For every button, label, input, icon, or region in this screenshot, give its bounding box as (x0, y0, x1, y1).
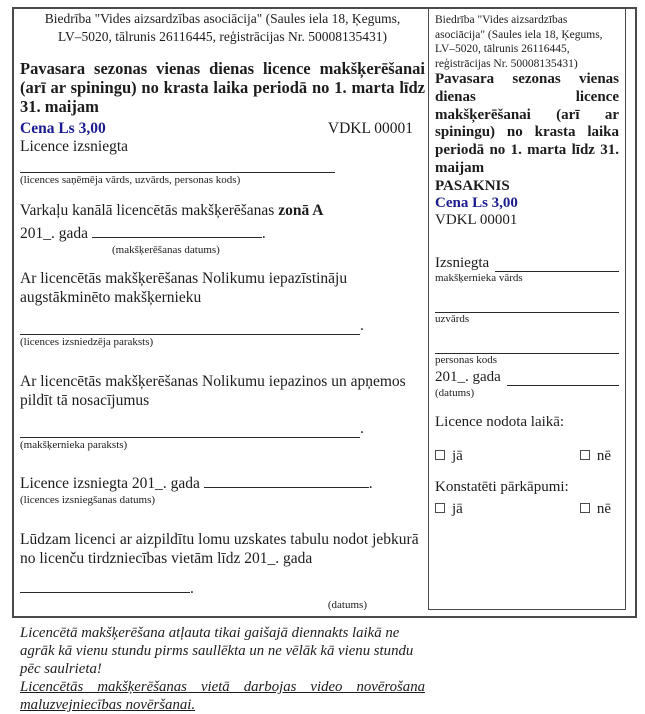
daylight-notice: Licencētā makšķerēšana atļauta tikai gaišajā diennakts laikā ne agrāk kā vienu stundu pirms saullēkta un ne vēlāk kā vienu stundu pēc saulrieta! (20, 624, 414, 677)
price-row (20, 120, 425, 138)
return-date-line: . (20, 579, 425, 598)
stub-name-field[interactable] (495, 259, 619, 272)
violations-check-row (435, 501, 619, 518)
price-label: Cena Ls 3,00 (20, 119, 106, 137)
issued-label: Licence izsniegta (20, 137, 129, 155)
zone-line: Varkaļu kanālā licencētās makšķerēšanas zonā A (20, 201, 324, 219)
returned-no-option (580, 448, 611, 465)
stub-personal-code-caption: personas kods (435, 353, 498, 366)
acquaint-text: Ar licencētās makšķerēšanas Nolikumu iepazīstināju augstākminēto makšķernieku (20, 269, 348, 306)
violations-yes-option (435, 501, 463, 518)
returned-yes-label: jā (452, 448, 463, 465)
returned-yes-checkbox[interactable] (435, 450, 445, 460)
stub-price-label: Cena Ls 3,00 (435, 194, 518, 211)
license-title: Pavasara sezonas vienas dienas licence makšķerēšanai (arī ar spiningu) no krasta laika periodā no 1. marta līdz 31. maijam (20, 58, 425, 117)
return-text: Lūdzam licenci ar aizpildītu lomu uzskates tabulu nodot jebkurā no licenču tirdzniecības vietām līdz 201_. gada (20, 530, 419, 567)
issued-date-line: Licence izsniegta 201_. gada . (20, 474, 373, 492)
return-date-field[interactable] (20, 579, 190, 593)
stub-issued-row (435, 255, 619, 272)
zone-label: zonā A (278, 201, 324, 219)
angler-signature-caption: (makšķernieka paraksts) (20, 438, 128, 451)
returned-check-row (435, 448, 619, 465)
returned-no-checkbox[interactable] (580, 450, 590, 460)
violations-no-option (580, 501, 611, 518)
violations-label: Konstatēti pārkāpumi: (435, 479, 569, 496)
fishing-date-caption: (makšķerēšanas datums) (112, 243, 220, 256)
angler-signature-field[interactable] (20, 425, 360, 438)
stub-name-caption: makšķernieka vārds (435, 271, 523, 284)
license-stub-section (428, 9, 626, 610)
stub-personal-code-field[interactable] (435, 341, 619, 354)
fishing-date-line: 201_. gada . (20, 224, 266, 242)
stub-license-number: VDKL 00001 (435, 211, 518, 228)
video-surveillance-notice: Licencētās makšķerēšanas vietā darbojas video novērošana maluzvejniecības novēršanai. (20, 679, 425, 714)
returned-yes-option (435, 448, 463, 465)
stub-surname-caption: uzvārds (435, 312, 470, 325)
issuer-signature-field[interactable] (20, 322, 360, 335)
returned-on-time-label: Licence nodota laikā: (435, 414, 565, 431)
license-number: VDKL 00001 (327, 119, 413, 137)
stub-date-field[interactable] (507, 373, 619, 386)
stub-license-title: Pavasara sezonas vienas dienas licence makšķerēšanai (arī ar spiningu) no krasta laika periodā no 1. marta līdz 31. maijam (435, 71, 619, 176)
organization-header: Biedrība "Vides aizsardzības asociācija" (Saules iela 18, Ķegums, LV–5020, tālrunis 26116445, reģistrācijas Nr. 50008135431) (44, 11, 401, 44)
violations-yes-label: jā (452, 501, 463, 518)
issued-date-field[interactable] (204, 474, 369, 488)
violations-no-checkbox[interactable] (580, 503, 590, 513)
stub-issued-label: Izsniegta (435, 254, 490, 271)
violations-no-label: nē (596, 501, 611, 518)
stub-surname-field[interactable] (435, 300, 619, 313)
issuer-signature-caption: (licences izsniedzēja paraksts) (20, 335, 154, 348)
violations-yes-checkbox[interactable] (435, 503, 445, 513)
issued-date-caption: (licences izsniegšanas datums) (20, 493, 156, 506)
recipient-name-field[interactable] (20, 162, 335, 173)
stub-date-caption: (datums) (435, 387, 475, 400)
recipient-caption: (licences saņēmēja vārds, uzvārds, personas kods) (20, 174, 241, 187)
return-date-caption: (datums) (327, 598, 367, 611)
fishing-date-field[interactable] (92, 224, 262, 238)
stub-organization-header: Biedrība "Vides aizsardzības asociācija" (Saules iela 18, Ķegums, LV–5020, tālrunis 26116445, reģistrācijas Nr. 50008135431) (435, 14, 603, 70)
agree-text: Ar licencētās makšķerēšanas Nolikumu iepazinos un apņemos pildīt tā nosacījumus (20, 372, 406, 409)
returned-no-label: nē (596, 448, 611, 465)
stub-date-prefix: 201_. gada (435, 369, 501, 386)
stub-label: PASAKNIS (435, 177, 510, 194)
stub-date-row (435, 369, 619, 386)
license-main-section: Biedrība "Vides aizsardzības asociācija" (Saules iela 18, Ķegums, LV–5020, tālrunis 26116445, reģistrācijas Nr. 50008135431) Pavasara sezonas vienas dienas licence makšķerēšanai (arī ar spiningu) no krasta laika periodā no 1. marta līdz 31. maijam Cena Ls 3,00 VDKL 00001 Licence izsniegta (licences saņēmēja vārds, uzvārds, personas kods) Varkaļu kanālā licencētās makšķerēšanas zonā A 201_. gada . (makšķerēšanas datums) Ar licencētās makšķerēšanas Nolikumu iepazīstināju augstākminēto makšķernieku . (licences izsniedzēja paraksts) Ar licencētās makšķerēšanas Nolikumu iepazinos un apņemos pildīt tā nosacījumus . (makšķernieka paraksts) Licence izsniegta 201_. gada . (licences izsniegšanas datums) Lūdzam licenci ar aizpildītu lomu uzskates tabulu nodot jebkurā no licenču tirdzniecības vietām līdz 201_. gada . (datums) Licencētā makšķerēšana atļauta tikai gaišajā diennakts laikā ne agrāk kā vienu stundu pirms saullēkta un ne vēlāk kā vienu stundu pēc saulrieta! Licencētās makšķerēšanas vietā darbojas video novērošana maluzvejniecības novēršanai. (20, 11, 425, 714)
